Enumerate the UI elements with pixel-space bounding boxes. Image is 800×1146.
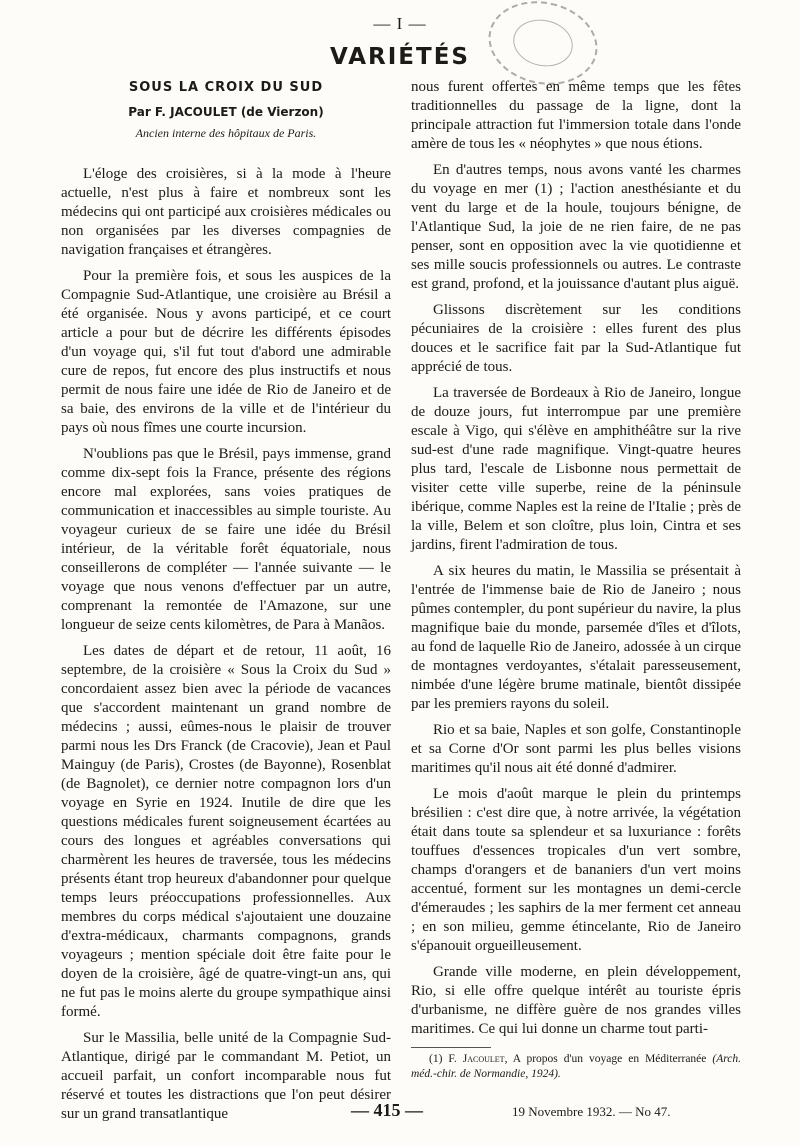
paragraph: Glissons discrètement sur les conditions pécuniaires de la croisière : elles furent des plus douces et le sacrifice fait par la Sud-Atlantique fut apprécié de tous. [411, 302, 741, 375]
paragraph: Grande ville moderne, en plein développement, Rio, si elle offre quelque intérêt au touriste épris d'urbanisme, ne diffère guère de nos grandes villes maritimes. Ce qui lui donne un charme tout parti- [411, 964, 741, 1037]
paragraph: Sur le Massilia, belle unité de la Compagnie Sud-Atlantique, dirigé par le commandant M. Petiot, un accueil parfait, un confort incomparable nous fut réservé et toutes les distractions que l'on peut désirer sur un grand transatlantique [61, 1030, 391, 1122]
stamp-inner-ring [509, 14, 577, 71]
article-title: SOUS LA CROIX DU SUD [128, 80, 324, 95]
paragraph: nous furent offertes en même temps que les fêtes traditionnelles du passage de la ligne, dont la principale attraction fut l'immersion totale dans l'onde amère de tous les « néophytes » que nous étions. [411, 79, 741, 152]
paragraph: A six heures du matin, le Massilia se présentait à l'entrée de l'immense baie de Rio de Janeiro ; nous pûmes contempler, du pont supérieur du navire, la plus magnifique baie du monde, parsemée d'îles et d'îlots, au fond de laquelle Rio de Janeiro, adossée à un cirque de montagnes verdoyantes, s'étalait paresseusement, nimbée d'une légère brume matinale, bientôt dissipée par les premiers rayons du soleil. [411, 563, 741, 712]
footnote-number: (1) [429, 1053, 443, 1065]
paragraph: L'éloge des croisières, si à la mode à l'heure actuelle, n'est plus à faire et nombreux sont les médecins qui ont participé aux croisières médicales ou non organisées par les diverses compagnies de navigation françaises et étrangères. [61, 166, 391, 258]
footnote-source: (Arch. méd.-chir. de Normandie, 1924). [411, 1053, 742, 1080]
paragraph: En d'autres temps, nous avons vanté les charmes du voyage en mer (1) ; l'action anesthésiante et du vent du large et de la houle, toujours bénigne, de l'Atlantique Sud, la joie de ne rien faire, de ne pas penser, sont en opposition avec la vie quotidienne et ses mille soucis professionnels ou autres. Le contraste est grand, profond, et la jouissance d'autant plus aiguë. [411, 162, 741, 292]
footnote-text: , A propos d'un voyage en Méditerranée [504, 1053, 707, 1065]
paragraph: N'oublions pas que le Brésil, pays immense, grand comme dix-sept fois la France, présente des régions encore mal explorées, sans voies pratiques de communication et inaccessibles au simple touriste. Au voyageur curieux de se faire une idée du Brésil intérieur, de la véritable forêt équatoriale, nous conseillerons de compléter — l'année suivante — le voyage que nous venons d'effectuer par un autre, comprenant la remontée de l'Amazone, sur une longueur de seize cents kilomètres, de Para à Manãos. [61, 446, 391, 633]
section-heading: VARIÉTÉS [330, 44, 470, 70]
right-column [411, 78, 741, 1082]
roman-page-marker: — I — [373, 14, 427, 33]
paragraph: Le mois d'août marque le plein du printemps brésilien : c'est dire que, à notre arrivée, la végétation était dans toute sa splendeur et sa luxuriance : forêts touffues d'essences tropicales d'un vert sombre, champs d'orangers et de bananiers d'un vert moins accentué, forment sur les montagnes un demi-cercle d'émeraudes ; les saphirs de la mer ferment cet anneau ; en son milieu, gemme étincelante, Rio de Janeiro s'épanouit orgueilleusement. [411, 786, 741, 954]
footnote [411, 1052, 741, 1082]
paragraph: Pour la première fois, et sous les auspices de la Compagnie Sud-Atlantique, une croisière au Brésil a été organisée. Nous y avons participé, et ce court article a pour but de décrire les différents épisodes d'un voyage qui, s'il fut tout d'abord une admirable cure de repos, fut encore des plus instructifs et nous permit de nous faire une idée de Rio de Janeiro et de sa baie, des environs de la ville et de l'intérieur du pays où nous fîmes une courte incursion. [61, 268, 391, 436]
issue-date: 19 Novembre 1932. — No 47. [512, 1104, 671, 1119]
footnote-rule [411, 1047, 491, 1048]
paragraph: Rio et sa baie, Naples et son golfe, Constantinople et sa Corne d'Or sont parmi les plus belles visions maritimes qu'il nous ait été donné d'admirer. [411, 722, 741, 776]
left-column [61, 78, 391, 1131]
page-footer [0, 1100, 800, 1124]
author-affiliation: Ancien interne des hôpitaux de Paris. [135, 126, 317, 140]
paragraph: Les dates de départ et de retour, 11 août, 16 septembre, de la croisière « Sous la Croix du Sud » concordaient assez bien avec la période de vacances que s'accordent maintenant un grand nombre de médecins ; aussi, eûmes-nous le plaisir de trouver parmi nous les Drs Franck (de Cracovie), Jean et Paul Mainguy (de Paris), Crostes (de Bayonne), Rosenblat (de Bagnolet), ce dernier notre compagnon lors d'un voyage en Syrie en 1924. Inutile de dire que les questions médicales furent soigneusement écartées au cours des longues et agréables conversations qui charmèrent les heures de traversée, tous les médecins présents étant trop heureux d'abandonner pour quelque temps leurs préoccupations professionnelles. Aux membres du corps médical s'ajoutaient une douzaine d'extra-médicaux, charmants compagnons, grands voyageurs ; mention spéciale doit être faite pour le doyen de la croisière, âgé de quatre-vingt-un ans, qui ne fut pas le moins alerte du groupe sympathique ainsi formé. [61, 643, 391, 1020]
footnote-author: F. Jacoulet [448, 1053, 505, 1065]
paragraph: La traversée de Bordeaux à Rio de Janeiro, longue de douze jours, fut interrompue par une première escale à Vigo, qui s'élève en amphithéâtre sur la rive sud-est d'une rade magnifique. Vingt-quatre heures plus tard, l'escale de Lisbonne nous permettait de visiter cette ville superbe, reine de la péninsule ibérique, comme Naples est la reine de l'Italie ; près de la ville, Belem et son cloître, plus loin, Cintra et ses jardins, firent l'admiration de tous. [411, 385, 741, 553]
page-number: — 415 — [351, 1100, 423, 1120]
article-byline: Par F. JACOULET (de Vierzon) [128, 105, 324, 119]
